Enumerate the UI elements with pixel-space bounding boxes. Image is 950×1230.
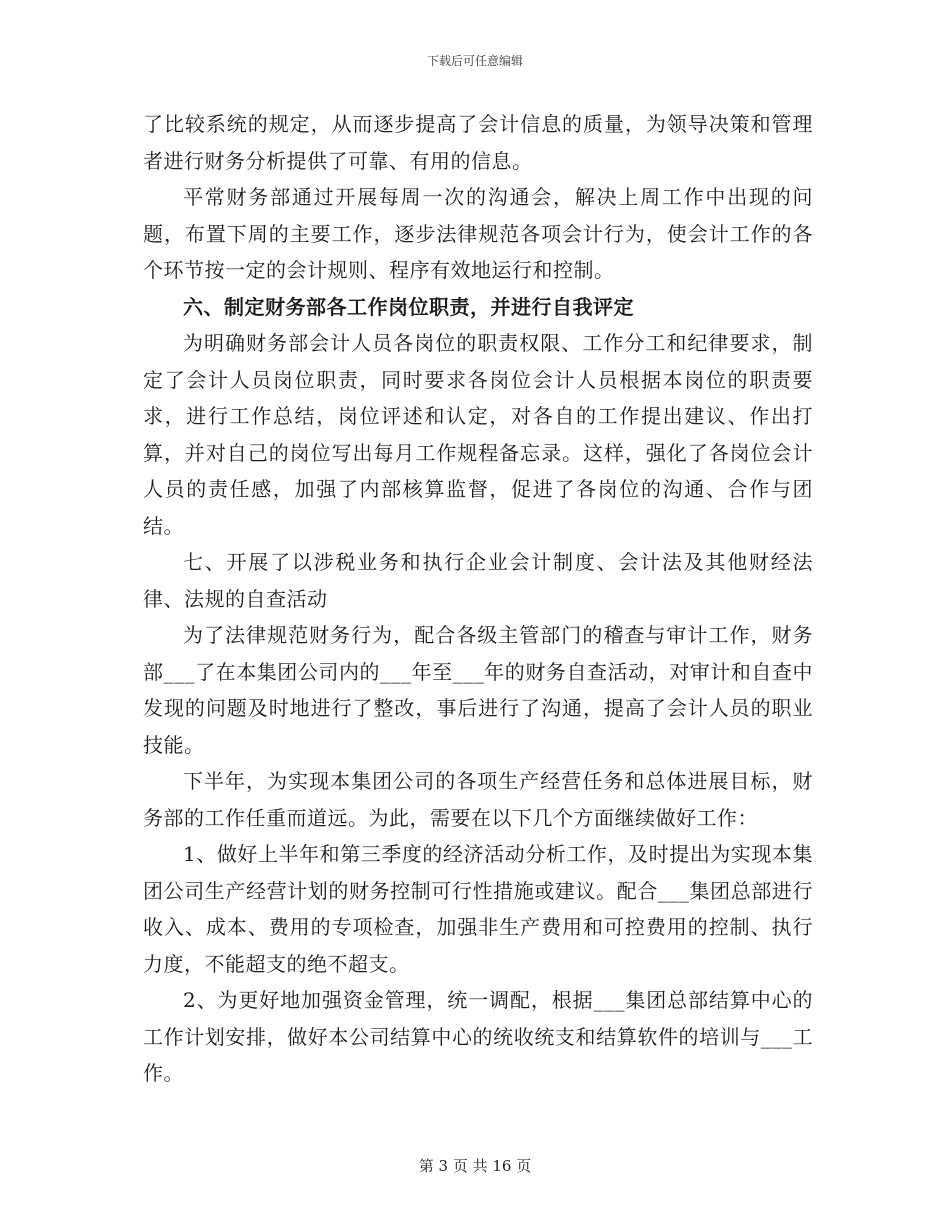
paragraph-weekly-meeting: 平常财务部通过开展每周一次的沟通会，解决上周工作中出现的问题，布置下周的主要工作，逐步法律规范各项会计行为，使会计工作的各个环节按一定的会计规则、程序有效地运行和控制。 [143, 185, 813, 282]
paragraph-self-inspection: 为了法律规范财务行为，配合各级主管部门的稽查与审计工作，财务部___了在本集团公司内的___年至___年的财务自查活动，对审计和自查中发现的问题及时地进行了整改，事后进行了沟通，提高了会计人员的职业技能。 [143, 623, 813, 757]
paragraph-second-half: 下半年，为实现本集团公司的各项生产经营任务和总体进展目标，财务部的工作任重而道远。为此，需要在以下几个方面继续做好工作： [143, 769, 813, 830]
list-item-2: 2、为更好地加强资金管理，统一调配，根据___集团总部结算中心的工作计划安排，做好本公司结算中心的统收统支和结算软件的培训与___工作。 [143, 988, 813, 1085]
page-header-note: 下载后可任意编辑 [426, 54, 523, 68]
paragraph-continuation: 了比较系统的规定，从而逐步提高了会计信息的质量，为领导决策和管理者进行财务分析提供了可靠、有用的信息。 [143, 112, 813, 173]
document-body [143, 106, 813, 1092]
page-number-footer: 第 3 页 共 16 页 [418, 1157, 532, 1175]
list-item-1: 1、做好上半年和第三季度的经济活动分析工作，及时提出为实现本集团公司生产经营计划的财务控制可行性措施或建议。配合___集团总部进行收入、成本、费用的专项检查，加强非生产费用和可控费用的控制、执行力度，不能超支的绝不超支。 [143, 842, 813, 976]
section-heading-7: 七、开展了以涉税业务和执行企业会计制度、会计法及其他财经法律、法规的自查活动 [143, 550, 813, 611]
paragraph-job-duties: 为明确财务部会计人员各岗位的职责权限、工作分工和纪律要求，制定了会计人员岗位职责，同时要求各岗位会计人员根据本岗位的职责要求，进行工作总结，岗位评述和认定，对各自的工作提出建议、作出打算，并对自己的岗位写出每月工作规程备忘录。这样，强化了各岗位会计人员的责任感，加强了内部核算监督，促进了各岗位的沟通、合作与团结。 [143, 331, 813, 538]
section-heading-6: 六、制定财务部各工作岗位职责，并进行自我评定 [183, 294, 634, 319]
